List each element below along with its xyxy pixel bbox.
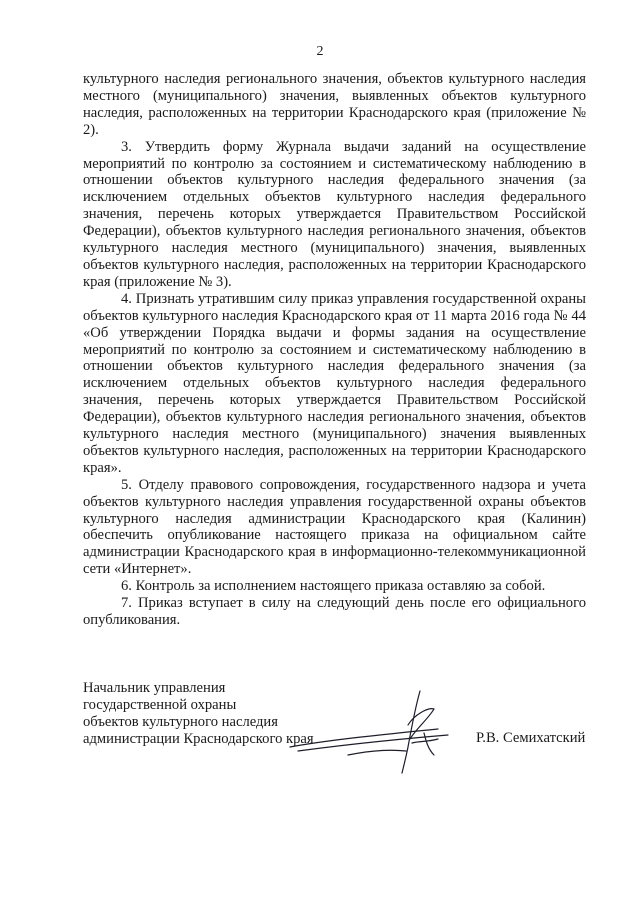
paragraph-item-5: 5. Отделу правового сопровождения, государственного надзора и учета объектов культурного наследия управления государственной охраны объектов культурного наследия администрации Краснодарского края (Калинин) обеспечить опубликование настоящего приказа на официальном сайте администрации Краснодарского края в информационно-телекоммуникационной сети «Интернет». <box>83 476 586 578</box>
paragraph-continuation: культурного наследия регионального значения, объектов культурного наследия местного (муниципального) значения, выявленных объектов культурного наследия, расположенных на территории Краснодарского края (приложение № 2). <box>83 71 586 138</box>
document-body <box>83 71 586 629</box>
paragraph-item-7: 7. Приказ вступает в силу на следующий день после его официального опубликования. <box>83 595 586 628</box>
page-number: 2 <box>316 44 324 59</box>
paragraph-item-3: 3. Утвердить форму Журнала выдачи заданий на осуществление мероприятий по контролю за состоянием и систематическому наблюдению в отношении объектов культурного наследия федерального значения (за исключением отдельных объектов культурного наследия федерального значения, перечень которых утверждается Правительством Российской Федерации), объектов культурного наследия регионального значения, объектов культурного наследия местного (муниципального) значения, выявленных объектов культурного наследия, расположенных на территории Краснодарского края (приложение № 3). <box>83 138 586 290</box>
paragraph-item-4: 4. Признать утратившим силу приказ управления государственной охраны объектов культурного наследия Краснодарского края от 11 марта 2016 года № 44 «Об утверждении Порядка выдачи и формы задания на осуществление мероприятий по контролю за состоянием и систематическому наблюдению в отношении объектов культурного наследия федерального значения (за исключением отдельных объектов культурного наследия федерального значения, перечень которых утверждается Правительством Российской Федерации), объектов культурного наследия регионального значения, объектов культурного наследия местного (муниципального) значения выявленных объектов культурного наследия, расположенных на территории Краснодарского края». <box>83 290 586 476</box>
position-line: государственной охраны <box>83 697 237 713</box>
position-line: Начальник управления <box>83 680 226 696</box>
handwritten-signature <box>288 685 468 780</box>
signer-name: Р.В. Семихатский <box>476 730 586 746</box>
position-line: администрации Краснодарского края <box>83 731 314 747</box>
position-line: объектов культурного наследия <box>83 714 278 730</box>
paragraph-item-6: 6. Контроль за исполнением настоящего приказа оставляю за собой. <box>121 578 546 595</box>
